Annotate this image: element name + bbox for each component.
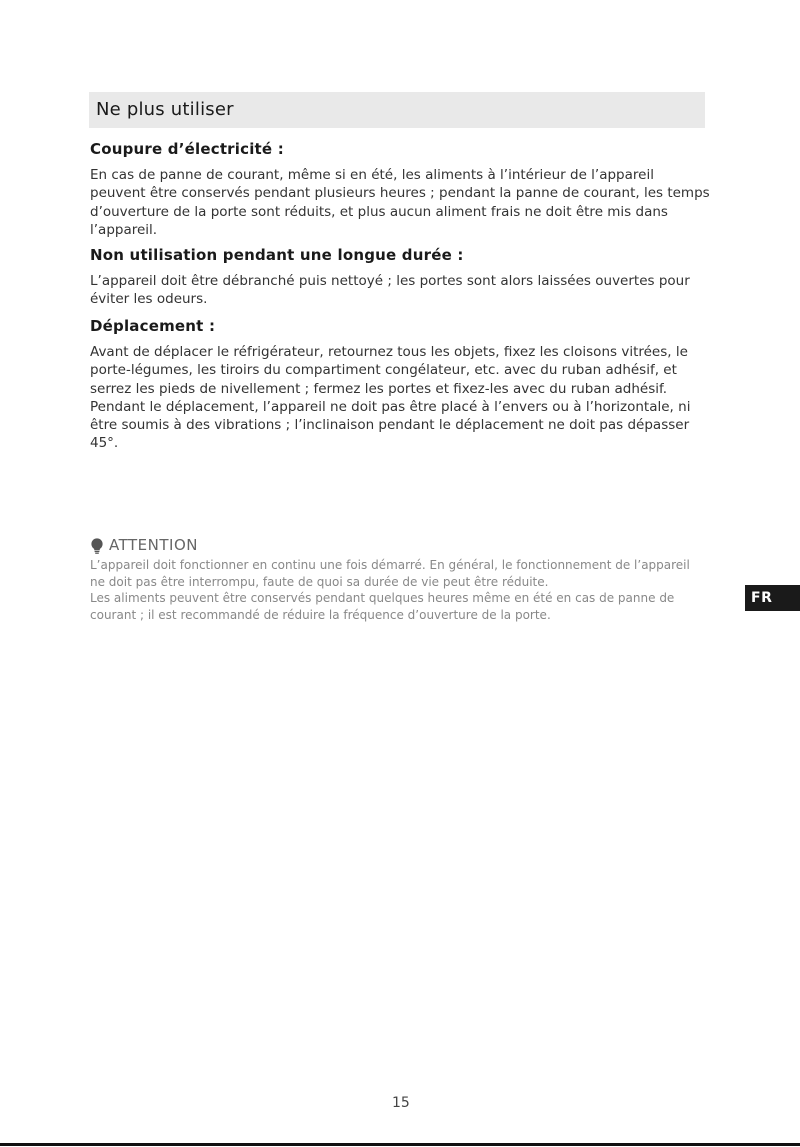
attention-box [90,536,710,622]
lightbulb-icon [90,538,104,554]
section-header [89,92,705,128]
bottom-rule [0,1143,800,1146]
language-label: FR [751,590,773,606]
language-tab [745,585,800,611]
attention-header [90,536,710,556]
paragraph-long-disuse: L’appareil doit être débranché puis nettoyé ; les portes sont alors laissées ouvertes pour éviter les odeurs. [90,273,690,308]
attention-line-2: Les aliments peuvent être conservés pendant quelques heures même en été en cas de panne de courant ; il est recommandé de réduire la fréquence d’ouverture de la porte. [90,591,675,622]
paragraph-power-cut: En cas de panne de courant, même si en été, les aliments à l’intérieur de l’appareil peuvent être conservés pendant plusieurs heures ; pendant la panne de courant, les temps d’ouverture de la porte sont réduits, et plus aucun aliment frais ne doit être mis dans l’appareil. [90,167,710,238]
section-title: Ne plus utiliser [96,99,234,120]
paragraph-moving: Avant de déplacer le réfrigérateur, retournez tous les objets, fixez les cloisons vitrées, le porte-légumes, les tiroirs du compartiment congélateur, etc. avec du ruban adhésif, et serrez les pieds de nivellement ; fermez les portes et fixez-les avec du ruban adhésif. Pendant le déplacement, l’appareil ne doit pas être placé à l’envers ou à l’horizontale, ni être soumis à des vibrations ; l’inclinaison pendant le déplacement ne doit pas dépasser 45°. [90,344,691,452]
attention-text [90,557,705,623]
heading-moving: Déplacement : [90,317,216,335]
heading-power-cut: Coupure d’électricité : [90,140,284,158]
attention-line-1: L’appareil doit fonctionner en continu une fois démarré. En général, le fonctionnement de l’appareil ne doit pas être interrompu, faute de quoi sa durée de vie peut être réduite. [90,558,690,589]
page-number: 15 [392,1095,410,1111]
attention-title: ATTENTION [109,536,198,554]
heading-long-disuse: Non utilisation pendant une longue durée : [90,246,464,264]
